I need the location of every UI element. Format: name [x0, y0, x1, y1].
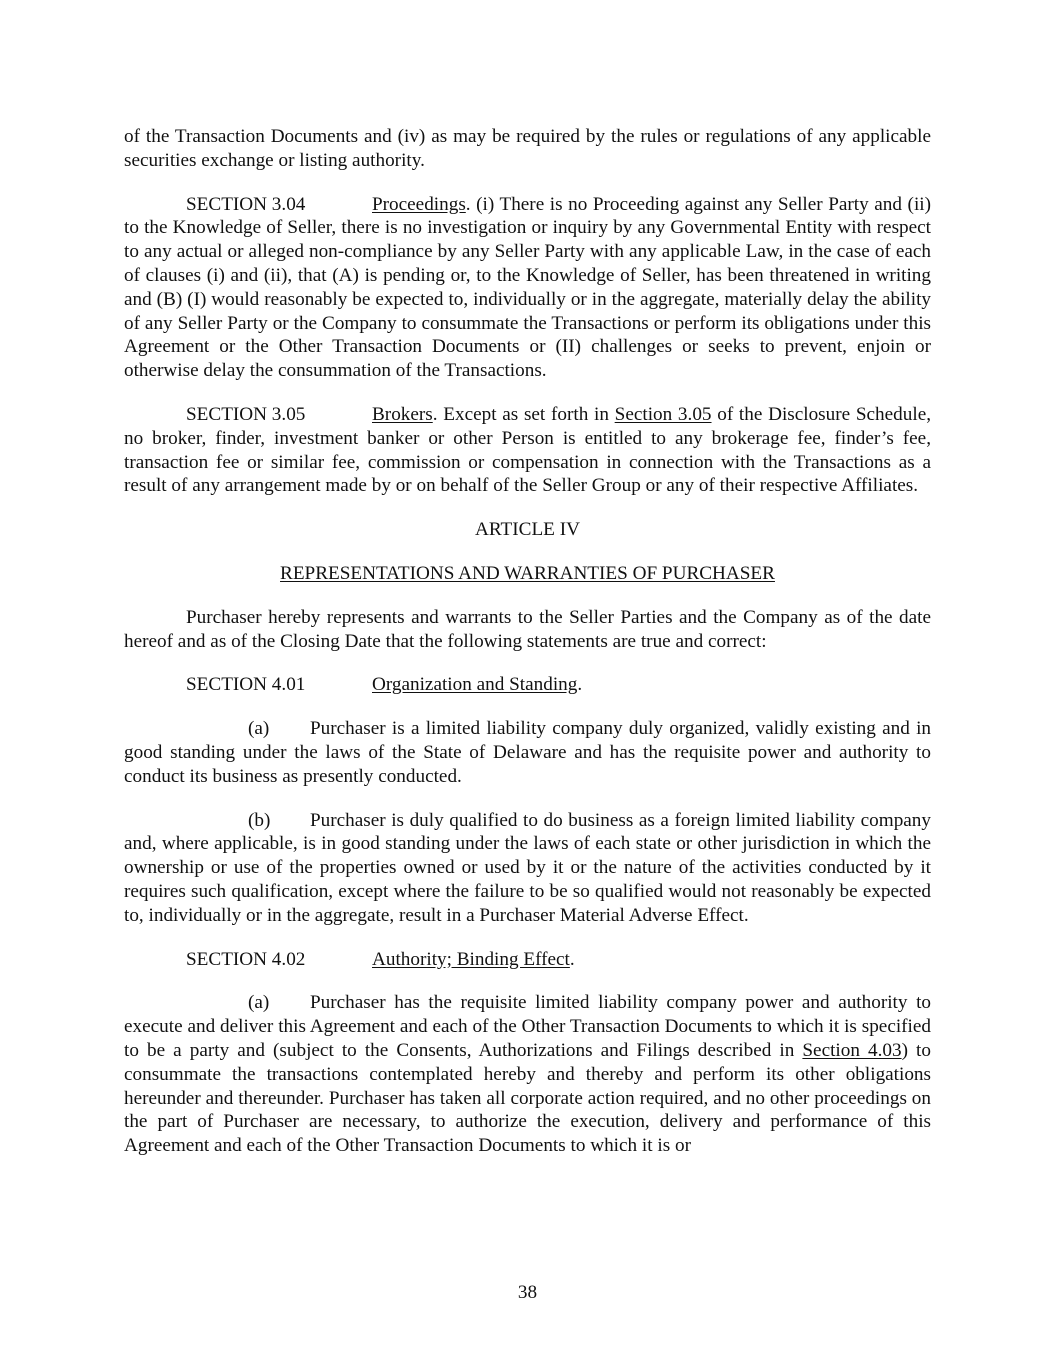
- article-intro: Purchaser hereby represents and warrants to the Seller Parties and the Company as of the date hereof and as of the Closing Date that the following statements are true and correct:: [124, 606, 931, 652]
- continuation-paragraph: of the Transaction Documents and (iv) as may be required by the rules or regulations of any applicable securities exchange or listing authority.: [124, 126, 931, 171]
- section-4-01-a-text: Purchaser is a limited liability company duly organized, validly existing and in good standing under the laws of the State of Delaware and has the requisite power and authority to conduct its business as presently conducted.: [124, 718, 931, 787]
- article-title: REPRESENTATIONS AND WARRANTIES OF PURCHASER: [280, 562, 775, 584]
- section-4-01-heading: [124, 673, 931, 697]
- section-3-05-body-after: of the Disclosure Schedule, no broker, finder, investment banker or other Person is entitled to any brokerage fee, finder’s fee, transaction fee or similar fee, commission or compensation in connection with the Transactions as a result of any arrangement made by or on behalf of the Seller Group or any of their respective Affiliates.: [124, 403, 932, 497]
- section-4-01-number: SECTION 4.01: [186, 674, 306, 696]
- section-3-05-cross-reference: Section 3.05: [614, 403, 712, 425]
- section-3-05-body-before: . Except as set forth in: [432, 403, 615, 425]
- section-3-04-body: . (i) There is no Proceeding against any Seller Party and (ii) to the Knowledge of Seller, there is no investigation or inquiry by any Governmental Entity with respect to any actual or alleged non-compliance by any Seller Party with any applicable Law, in the case of each of clauses (i) and (ii), that (A) is pending or, to the Knowledge of Seller, has been threatened in writing and (B) (I) would reasonably be expected to, individually or in the aggregate, materially delay the ability of any Seller Party or the Company to consummate the Transactions or perform its obligations under this Agreement or the Other Transaction Documents or (II) challenges or seeks to prevent, enjoin or otherwise delay the consummation of the Transactions.: [124, 193, 931, 382]
- section-3-04-title: Proceedings: [372, 193, 466, 215]
- page-number: 38: [517, 1282, 538, 1303]
- section-4-01-title: Organization and Standing: [372, 674, 578, 696]
- section-4-01-b-paragraph: [124, 809, 931, 928]
- section-4-02-a-text-after: ) to consummate the transactions contemplated hereby and thereby and perform its other obligations hereunder and thereunder. Purchaser has taken all corporate action required, and no other proceedings on the part of Purchaser are necessary, to authorize the execution, delivery and performance of this Agreement and each of the Other Transaction Documents to which it is or: [124, 1039, 931, 1157]
- article-title-paragraph: [124, 562, 931, 586]
- section-4-02-heading: [124, 948, 931, 972]
- section-4-01-b-label: (b): [248, 809, 271, 831]
- section-3-05-paragraph: [124, 403, 931, 498]
- section-4-02-number: SECTION 4.02: [186, 948, 306, 970]
- section-3-05-number: SECTION 3.05: [186, 403, 306, 425]
- document-page: [124, 125, 931, 1158]
- section-4-02-a-label: (a): [248, 992, 270, 1014]
- section-4-01-a-label: (a): [248, 718, 270, 740]
- section-3-04-number: SECTION 3.04: [186, 193, 306, 215]
- section-4-01-b-text: Purchaser is duly qualified to do business as a foreign limited liability company and, where applicable, is in good standing under the laws of each state or other jurisdiction in which the ownership or use of the properties owned or used by it or the nature of the activities conducted by it requires such qualification, except where the failure to be so qualified would not reasonably be expected to, individually or in the aggregate, result in a Purchaser Material Adverse Effect.: [124, 809, 931, 926]
- section-4-02-period: .: [569, 948, 575, 970]
- section-4-01-a-paragraph: [124, 717, 931, 788]
- section-4-02-a-paragraph: [124, 991, 931, 1158]
- section-4-01-period: .: [577, 674, 583, 696]
- article-label: ARTICLE IV: [475, 519, 580, 541]
- section-4-02-title: Authority; Binding Effect: [372, 948, 570, 970]
- section-4-02-a-cross-reference: Section 4.03: [802, 1039, 902, 1061]
- section-4-02-a-text-before: Purchaser has the requisite limited liability company power and authority to execute and deliver this Agreement and each of the Other Transaction Documents to which it is specified to be a party and (subject to the Consents, Authorizations and Filings described in: [124, 992, 931, 1061]
- section-3-04-paragraph: [124, 193, 931, 383]
- section-3-05-title: Brokers: [372, 403, 433, 425]
